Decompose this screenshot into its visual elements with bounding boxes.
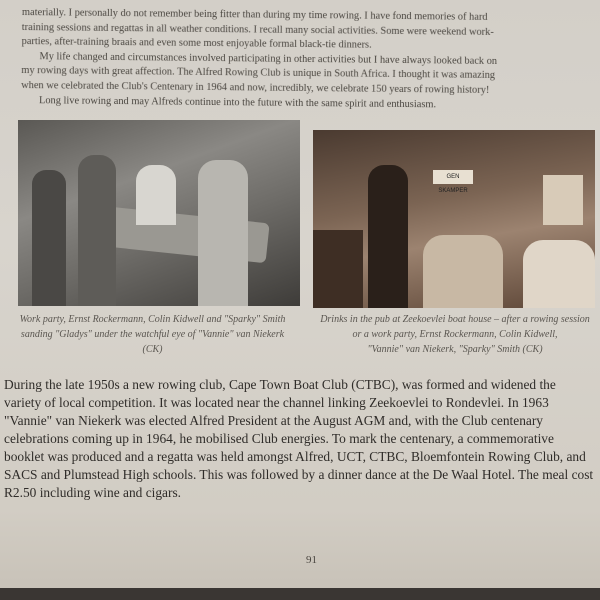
wall-poster (543, 175, 583, 225)
body-paragraph (4, 376, 596, 502)
person (523, 240, 595, 308)
person (368, 165, 408, 308)
photo-work-party (18, 120, 300, 306)
text-line: was elected Alfred President at the August AGM and, with the Club centenary celebrations coming up in 1964, (4, 413, 543, 446)
text-line: Long live rowing and may Alfreds continue into the future with the same spirit and enthusiasm. (38, 94, 437, 110)
person (78, 155, 116, 306)
caption-line: or a work party, Ernst Rockermann, Colin Kidwell, (352, 329, 558, 340)
caption-line: Work party, Ernst Rockermann, Colin Kidwell and "Sparky" Smith (19, 314, 286, 325)
caption-right (312, 312, 598, 357)
person (32, 170, 66, 306)
text-line: my rowing days with great affection. The Alfred Rowing Club is unique in South Africa. I thought it was amazing (21, 65, 496, 82)
text-line: he mobilised Club energies. To mark the centenary, a commemorative booklet was produced and a regatta was (4, 431, 554, 464)
text-line: training sessions and regattas in all weather conditions. I recall many social activities. Some were weekend work- (21, 21, 494, 38)
person (198, 160, 248, 306)
caption-line: (CK) (142, 344, 163, 355)
pub-sign: GEN SKAMPER (433, 170, 473, 184)
photo-pub (313, 130, 595, 308)
text-line: when we celebrated the Club's Centenary in 1964 and now, incredibly, we celebrate 150 years of rowing history! (21, 79, 490, 96)
top-paragraphs (21, 6, 578, 114)
page-number: 91 (306, 554, 317, 566)
text-line: My life changed and circumstances involved participating in other activities but I have always looked back on (39, 50, 498, 67)
text-line: During the late 1950s a new rowing club, Cape Town Boat Club (CTBC), was formed and widened the variety of (4, 377, 556, 410)
text-line: materially. I personally do not remember being fitter than during my time rowing. I have fond memories of hard (21, 6, 488, 23)
text-line: local competition. It was located near the channel linking Zeekoevlei to Rondevlei. In 1963 "Vannie" van Niekerk (4, 395, 549, 428)
caption-line: "Vannie" van Niekerk, "Sparky" Smith (CK) (367, 344, 543, 355)
caption-line: sanding "Gladys" under the watchful eye of "Vannie" van Niekerk (20, 329, 285, 340)
text-line: followed by a dinner dance at the De Waal Hotel. The meal cost R2.50 including wine and cigars. (4, 467, 594, 500)
caption-left (0, 312, 305, 357)
caption-line: Drinks in the pub at Zeekoevlei boat house – after a rowing session (320, 314, 590, 325)
bar-counter (313, 230, 363, 308)
person (136, 165, 176, 225)
text-line: parties, after-training braais and even some most enjoyable formal black-tie dinners. (21, 36, 372, 51)
page-edge (0, 588, 600, 600)
text-line: held amongst Alfred, UCT, CTBC, Bloemfontein Rowing Club, and SACS and Plumstead High schools. This was (4, 449, 586, 482)
person (423, 235, 503, 308)
